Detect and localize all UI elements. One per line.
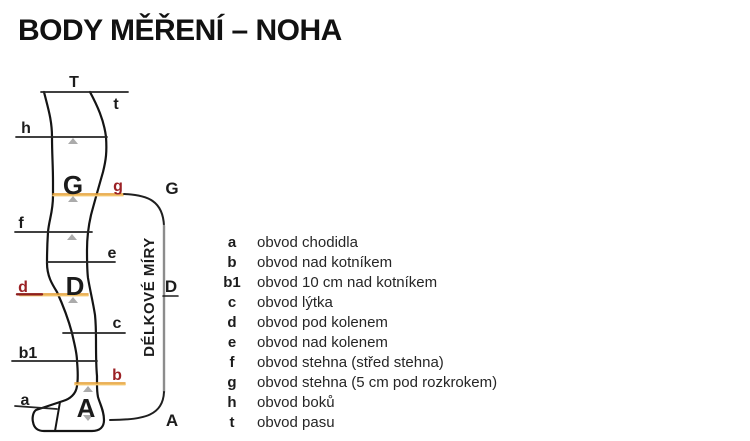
label-D-big: D xyxy=(65,271,85,301)
label-G-big: G xyxy=(62,170,84,200)
label-f: f xyxy=(18,215,24,232)
legend-row-c xyxy=(215,292,497,312)
label-e: e xyxy=(107,245,117,262)
label-d: d xyxy=(18,279,28,296)
label-b: b xyxy=(112,367,122,384)
bracket-top-curve xyxy=(124,194,164,226)
bracket-bottom-curve xyxy=(110,392,164,420)
legend xyxy=(215,232,497,432)
legend-text: obvod boků xyxy=(257,393,335,411)
point-labels xyxy=(18,74,123,423)
marker-h-icon xyxy=(68,138,78,144)
toe-seam-line xyxy=(55,402,60,431)
legend-row-d xyxy=(215,312,497,332)
label-t: t xyxy=(113,96,119,113)
legend-text: obvod pasu xyxy=(257,413,335,431)
legend-key: g xyxy=(227,373,237,391)
legend-key: b1 xyxy=(223,273,241,291)
legend-key: a xyxy=(227,233,237,251)
bracket-label-A: A xyxy=(165,411,179,430)
legend-text: obvod pod kolenem xyxy=(257,313,388,331)
legend-row-b1 xyxy=(215,272,497,292)
bracket-label-D: D xyxy=(164,277,178,296)
legend-key: b xyxy=(227,253,237,271)
page-title: BODY MĚŘENÍ – NOHA xyxy=(18,14,342,47)
legend-row-a xyxy=(215,232,497,252)
legend-row-f xyxy=(215,352,497,372)
legend-row-t xyxy=(215,412,497,432)
legend-key: e xyxy=(227,333,237,351)
legend-text: obvod nad kolenem xyxy=(257,333,388,351)
legend-key: c xyxy=(227,293,237,311)
label-T: T xyxy=(69,74,79,91)
legend-text: obvod stehna (střed stehna) xyxy=(257,353,444,371)
label-b1: b1 xyxy=(18,345,38,362)
legend-row-h xyxy=(215,392,497,412)
bracket-labels xyxy=(165,179,179,430)
label-c: c xyxy=(112,315,122,332)
label-h: h xyxy=(21,120,31,137)
legend-text: obvod nad kotníkem xyxy=(257,253,393,271)
marker-f-icon xyxy=(67,234,77,240)
legend-key: d xyxy=(227,313,237,331)
label-a: a xyxy=(20,392,30,409)
legend-row-b xyxy=(215,252,497,272)
legend-row-e xyxy=(215,332,497,352)
legend-key: t xyxy=(229,413,235,431)
length-measures-caption: DÉLKOVÉ MÍRY xyxy=(140,237,158,357)
legend-row-g xyxy=(215,372,497,392)
legend-text: obvod lýtka xyxy=(257,293,333,311)
bracket-label-G: G xyxy=(165,179,179,198)
label-g: g xyxy=(113,178,123,195)
legend-key: f xyxy=(229,353,235,371)
legend-text: obvod stehna (5 cm pod rozkrokem) xyxy=(257,373,498,391)
legend-text: obvod 10 cm nad kotníkem xyxy=(257,273,438,291)
legend-key: h xyxy=(227,393,237,411)
legend-text: obvod chodidla xyxy=(257,233,358,251)
leg-back-outline-path xyxy=(87,92,106,384)
marker-b-icon xyxy=(83,386,93,392)
label-A-big: A xyxy=(76,393,96,423)
